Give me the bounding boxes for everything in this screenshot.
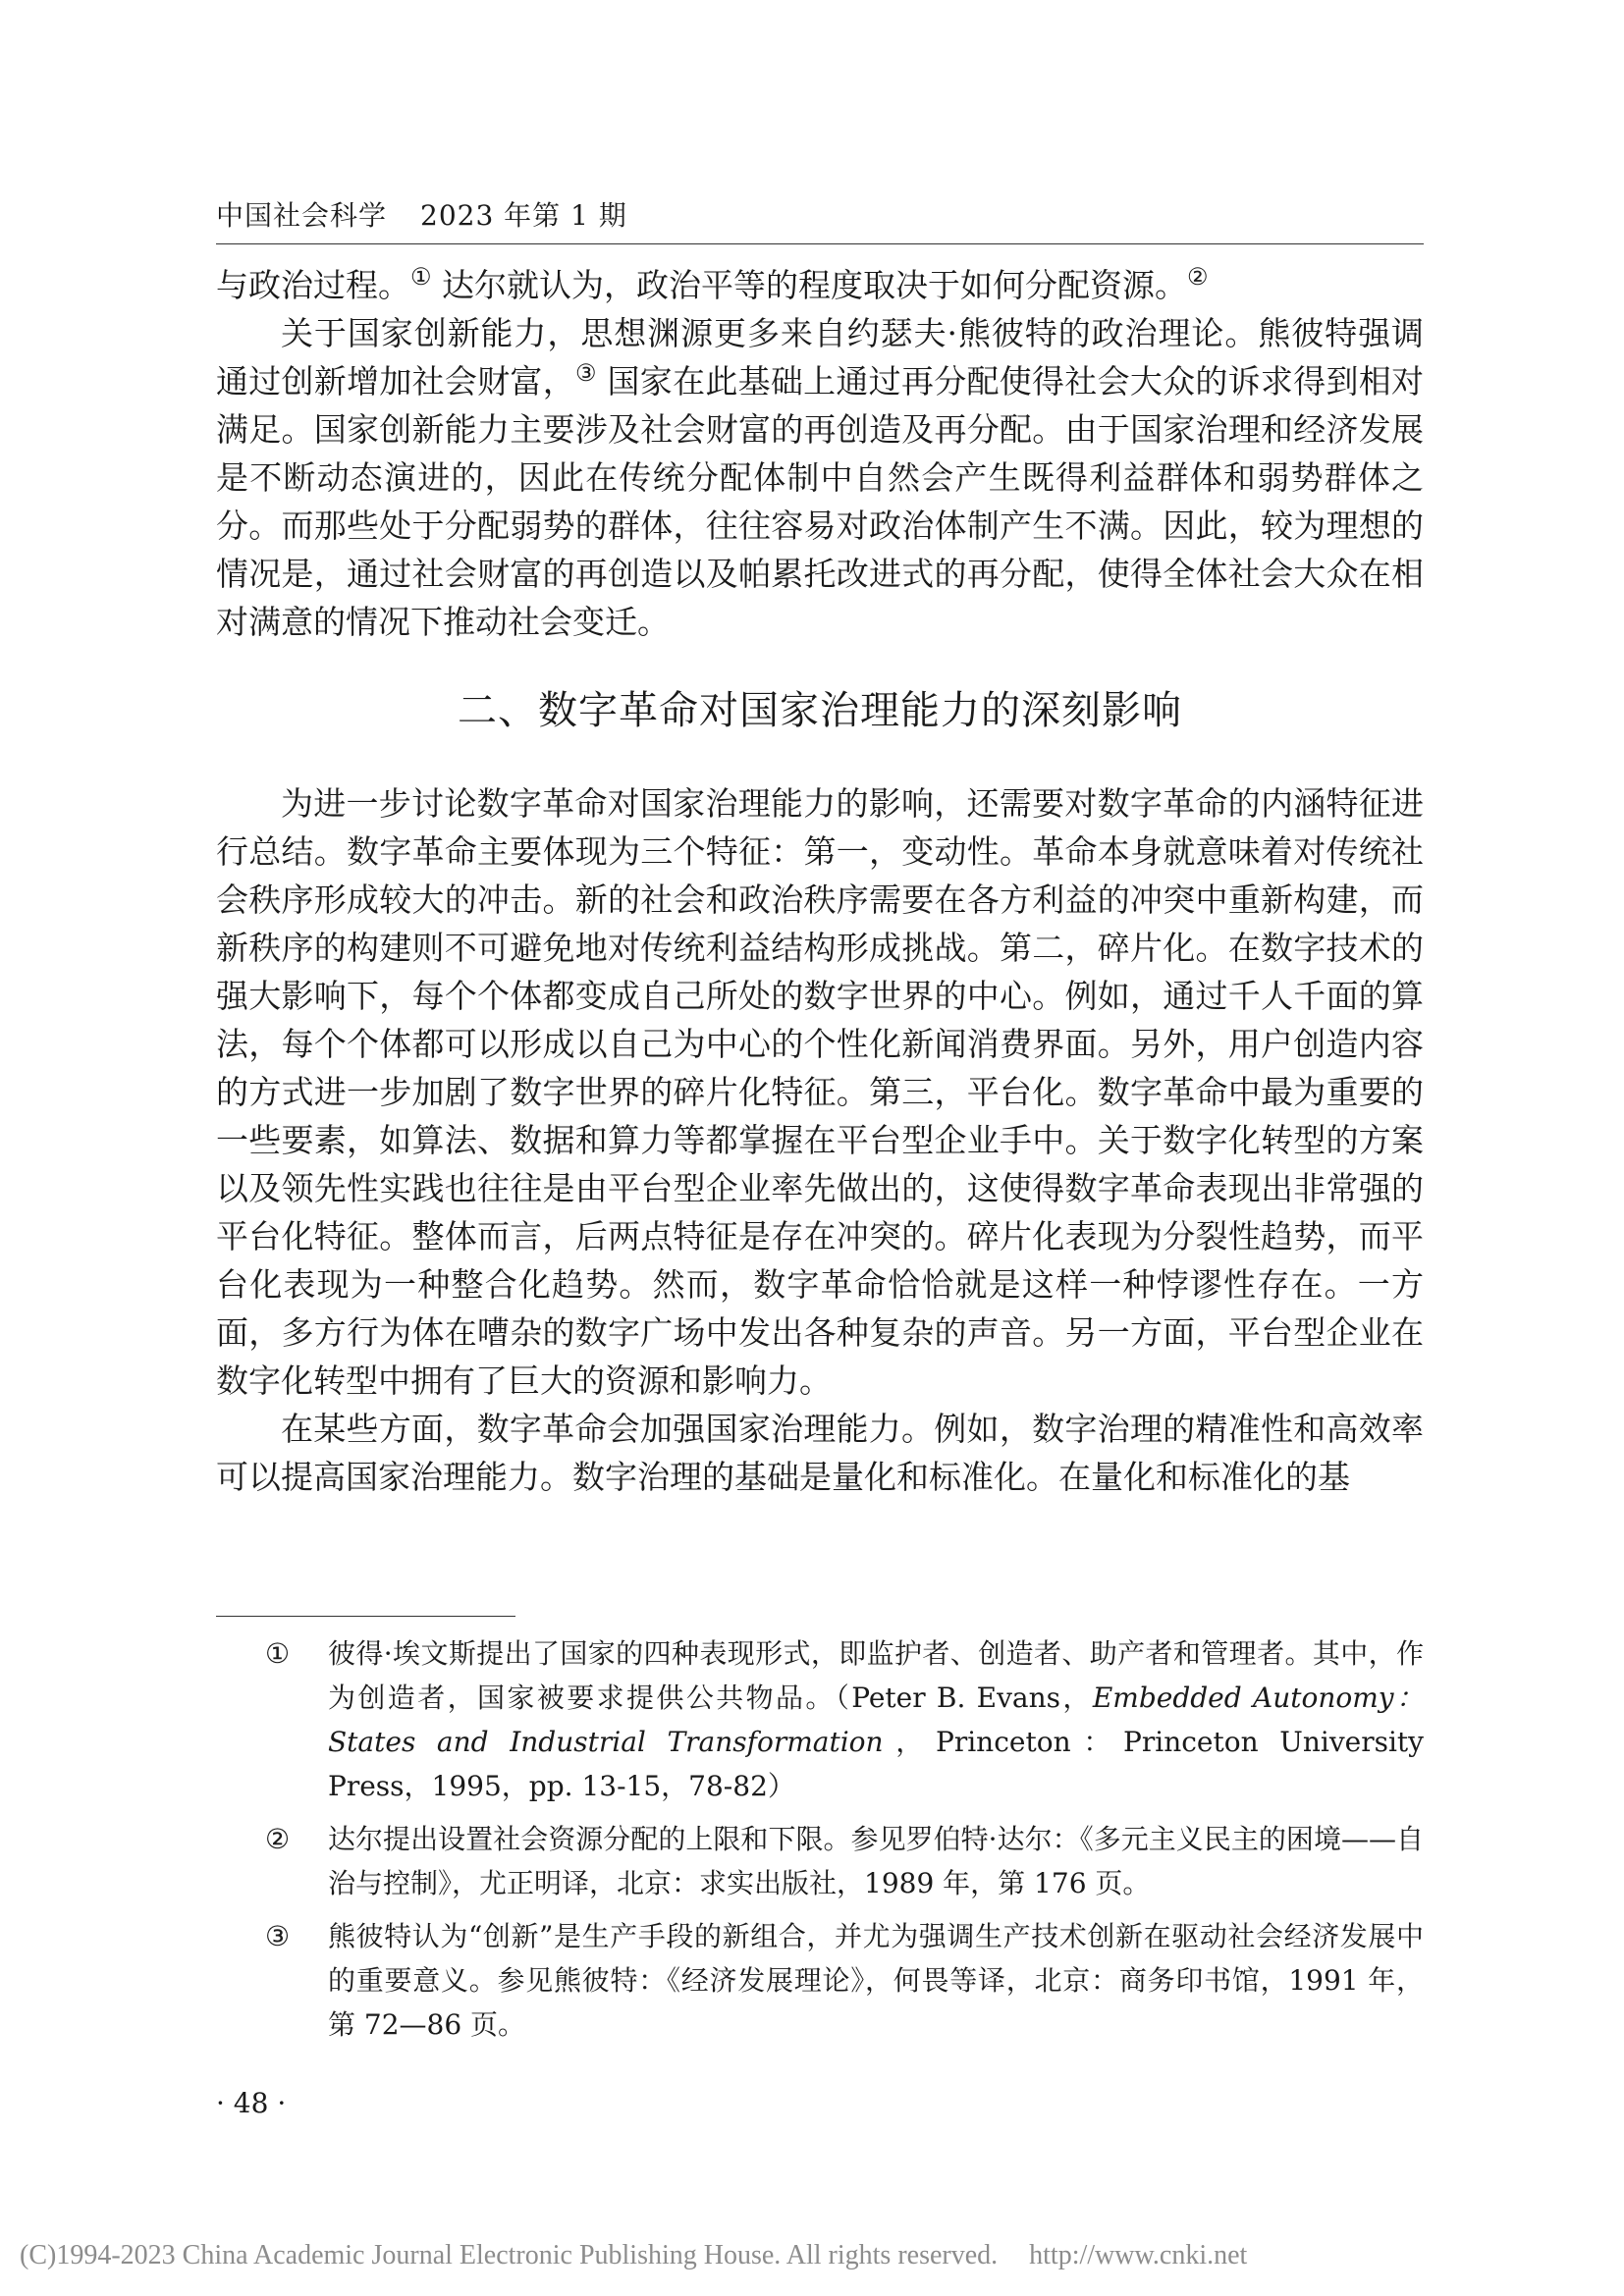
- footnote-text: 彼得·埃文斯提出了国家的四种表现形式，即监护者、创造者、助产者和管理者。其中，作为创造者，国家被要求提供公共物品。（Peter B. Evans，Embedded Autonomy：States and Industrial Transformation，Princeton：Princeton University Press，1995，pp. 13-15，78-82）: [328, 1637, 1425, 1802]
- footnote-ref-1[interactable]: ①: [410, 263, 432, 291]
- footnote-2: [265, 1817, 1424, 1905]
- footnote-text: 熊彼特认为“创新”是生产手段的新组合，并尤为强调生产技术创新在驱动社会经济发展中的重要意义。参见熊彼特：《经济发展理论》，何畏等译，北京：商务印书馆，1991 年，第 72—86 页。: [328, 1920, 1424, 2041]
- footnote-rule: [216, 1616, 515, 1617]
- copyright-watermark: [20, 2240, 1247, 2271]
- book-title: Embedded Autonomy：States and Industrial Transformation: [328, 1682, 1424, 1758]
- site-url[interactable]: http://www.cnki.net: [1029, 2240, 1248, 2270]
- footnote-1: [265, 1631, 1424, 1808]
- paragraph-4: 在某些方面，数字革命会加强国家治理能力。例如，数字治理的精准性和高效率可以提高国家治理能力。数字治理的基础是量化和标准化。在量化和标准化的基: [216, 1410, 1424, 1496]
- paragraph-2: 关于国家创新能力，思想渊源更多来自约瑟夫·熊彼特的政治理论。熊彼特强调通过创新增加社会财富，③ 国家在此基础上通过再分配使得社会大众的诉求得到相对满足。国家创新能力主要涉及社会财富的再创造及再分配。由于国家治理和经济发展是不断动态演进的，因此在传统分配体制中自然会产生既得利益群体和弱势群体之分。而那些处于分配弱势的群体，往往容易对政治体制产生不满。因此，较为理想的情况是，通过社会财富的再创造以及帕累托改进式的再分配，使得全体社会大众在相对满意的情况下推动社会变迁。: [216, 314, 1425, 641]
- journal-title: 中国社会科学: [216, 199, 388, 232]
- issue-label: 2023 年第 1 期: [420, 199, 627, 232]
- footnote-marker: ③: [265, 1920, 291, 1952]
- footnote-text: 达尔提出设置社会资源分配的上限和下限。参见罗伯特·达尔：《多元主义民主的困境——自治与控制》，尤正明译，北京：求实出版社，1989 年，第 176 页。: [328, 1823, 1424, 1899]
- footnote-ref-3[interactable]: ③: [574, 359, 597, 387]
- footnote-marker: ②: [265, 1823, 291, 1855]
- paragraph-1: 与政治过程。① 达尔就认为，政治平等的程度取决于如何分配资源。②: [216, 263, 1209, 304]
- copyright-text: (C)1994-2023 China Academic Journal Electronic Publishing House. All rights reserved.: [20, 2240, 999, 2270]
- article-body: [216, 261, 1424, 1501]
- footnote-ref-2[interactable]: ②: [1187, 263, 1209, 291]
- footnotes: [265, 1631, 1424, 2056]
- page-number: · 48 ·: [216, 2087, 287, 2119]
- running-head: [216, 194, 627, 234]
- paragraph-3: 为进一步讨论数字革命对国家治理能力的影响，还需要对数字革命的内涵特征进行总结。数字革命主要体现为三个特征：第一，变动性。革命本身就意味着对传统社会秩序形成较大的冲击。新的社会和政治秩序需要在各方利益的冲突中重新构建，而新秩序的构建则不可避免地对传统利益结构形成挑战。第二，碎片化。在数字技术的强大影响下，每个个体都变成自己所处的数字世界的中心。例如，通过千人千面的算法，每个个体都可以形成以自己为中心的个性化新闻消费界面。另外，用户创造内容的方式进一步加剧了数字世界的碎片化特征。第三，平台化。数字革命中最为重要的一些要素，如算法、数据和算力等都掌握在平台型企业手中。关于数字化转型的方案以及领先性实践也往往是由平台型企业率先做出的，这使得数字革命表现出非常强的平台化特征。整体而言，后两点特征是存在冲突的。碎片化表现为分裂性趋势，而平台化表现为一种整合化趋势。然而，数字革命恰恰就是这样一种悖谬性存在。一方面，多方行为体在嘈杂的数字广场中发出各种复杂的声音。另一方面，平台型企业在数字化转型中拥有了巨大的资源和影响力。: [216, 784, 1424, 1400]
- section-heading: 二、数字革命对国家治理能力的深刻影响: [458, 688, 1182, 733]
- header-rule: [216, 243, 1424, 244]
- footnote-marker: ①: [265, 1637, 291, 1670]
- footnote-3: [265, 1914, 1424, 2047]
